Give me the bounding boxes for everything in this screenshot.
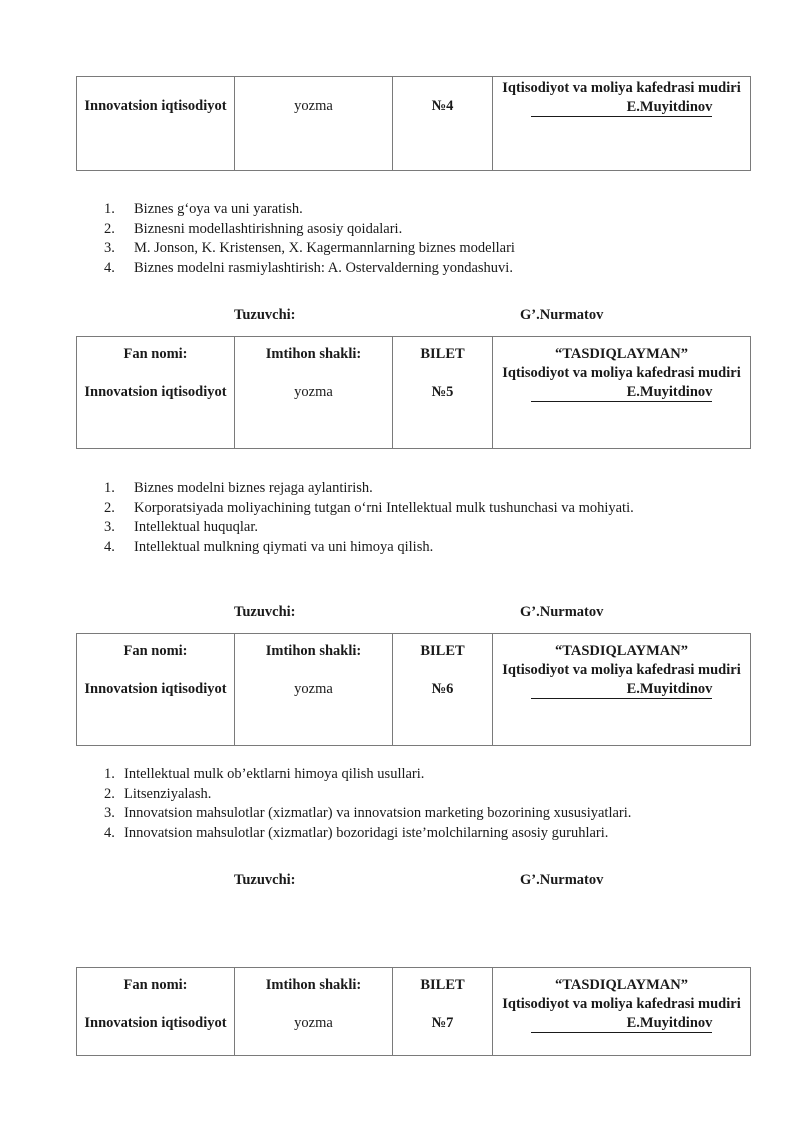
subject-cell — [77, 968, 235, 1056]
list-item: 3. M. Jonson, K. Kristensen, X. Kagermannlarning biznes modellari — [104, 240, 515, 256]
ticket-label: BILET — [420, 346, 465, 362]
approver-title: Iqtisodiyot va moliya kafedrasi mudiri — [502, 996, 741, 1012]
subject-label: Fan nomi: — [123, 346, 188, 362]
list-item: 1. Intellektual mulk ob’ektlarni himoya qilish usullari. — [104, 766, 425, 782]
ticket-number-cell — [393, 77, 493, 171]
approver-title: Iqtisodiyot va moliya kafedrasi mudiri — [502, 80, 741, 96]
list-item: 2. Korporatsiyada moliyachining tutgan o‘rni Intellektual mulk tushunchasi va mohiyati. — [104, 499, 634, 516]
compiler-name: G’.Nurmatov — [520, 604, 604, 620]
ticket-card-4 — [76, 76, 751, 171]
exam-type-cell — [235, 968, 393, 1056]
list-item: 3. Innovatsion mahsulotlar (xizmatlar) va innovatsion marketing bozorining xususiyatlari. — [104, 805, 632, 821]
compiler-name: G’.Nurmatov — [520, 872, 604, 888]
list-item: 1. Biznes modelni biznes rejaga aylantirish. — [104, 480, 373, 496]
approval-cell — [493, 337, 751, 449]
list-item: 3. Intellektual huquqlar. — [104, 519, 259, 535]
ticket-number-cell — [393, 968, 493, 1056]
ticket-card-7 — [76, 967, 751, 1056]
exam-type-cell — [235, 77, 393, 171]
ticket-label: BILET — [420, 977, 465, 993]
compiler-label: Tuzuvchi: — [234, 872, 296, 888]
approval-heading: “TASDIQLAYMAN” — [555, 977, 688, 993]
subject-label: Fan nomi: — [123, 977, 188, 993]
ticket-card-5 — [76, 336, 751, 449]
exam-type-cell — [235, 337, 393, 449]
subject-cell — [77, 634, 235, 746]
exam-type-value: yozma — [294, 681, 333, 697]
approver-signature: E.Muyitdinov — [531, 1015, 713, 1033]
list-item: 4. Biznes modelni rasmiylashtirish: A. Ostervalderning yondashuvi. — [104, 259, 513, 276]
approver-title: Iqtisodiyot va moliya kafedrasi mudiri — [502, 365, 741, 381]
approval-cell — [493, 634, 751, 746]
exam-type-label: Imtihon shakli: — [265, 977, 362, 993]
exam-type-value: yozma — [294, 384, 333, 400]
list-item: 2. Litsenziyalash. — [104, 785, 212, 802]
subject-label: Fan nomi: — [123, 643, 188, 659]
subject-name: Innovatsion iqtisodiyot — [84, 384, 227, 400]
exam-type-value: yozma — [294, 1015, 333, 1031]
compiler-label: Tuzuvchi: — [234, 307, 296, 323]
exam-type-value: yozma — [294, 98, 333, 114]
approval-cell — [493, 77, 751, 171]
ticket-number-cell — [393, 634, 493, 746]
subject-name: Innovatsion iqtisodiyot — [84, 1015, 227, 1031]
subject-name: Innovatsion iqtisodiyot — [84, 681, 227, 697]
ticket-card-6 — [76, 633, 751, 746]
compiler-label: Tuzuvchi: — [234, 604, 296, 620]
approval-heading: “TASDIQLAYMAN” — [555, 643, 688, 659]
question-list-4 — [104, 200, 515, 278]
subject-cell — [77, 77, 235, 171]
subject-cell — [77, 337, 235, 449]
question-list-6 — [104, 765, 631, 843]
list-item: 1. Biznes g‘oya va uni yaratish. — [104, 201, 303, 217]
compiler-name: G’.Nurmatov — [520, 307, 604, 323]
exam-type-label: Imtihon shakli: — [265, 346, 362, 362]
ticket-number: №7 — [431, 1015, 454, 1031]
subject-name: Innovatsion iqtisodiyot — [84, 98, 227, 114]
list-item: 4. Intellektual mulkning qiymati va uni himoya qilish. — [104, 538, 434, 555]
approver-signature: E.Muyitdinov — [531, 99, 713, 117]
approval-heading: “TASDIQLAYMAN” — [555, 346, 688, 362]
ticket-number: №5 — [431, 384, 454, 400]
ticket-number: №4 — [431, 98, 454, 114]
ticket-number-cell — [393, 337, 493, 449]
exam-type-label: Imtihon shakli: — [265, 643, 362, 659]
approver-signature: E.Muyitdinov — [531, 681, 713, 699]
approval-cell — [493, 968, 751, 1056]
ticket-label: BILET — [420, 643, 465, 659]
approver-title: Iqtisodiyot va moliya kafedrasi mudiri — [502, 662, 741, 678]
list-item: 4. Innovatsion mahsulotlar (xizmatlar) bozoridagi iste’molchilarning asosiy guruhlari. — [104, 824, 609, 841]
exam-type-cell — [235, 634, 393, 746]
ticket-number: №6 — [431, 681, 454, 697]
question-list-5 — [104, 479, 634, 557]
list-item: 2. Biznesni modellashtirishning asosiy qoidalari. — [104, 220, 403, 237]
approver-signature: E.Muyitdinov — [531, 384, 713, 402]
